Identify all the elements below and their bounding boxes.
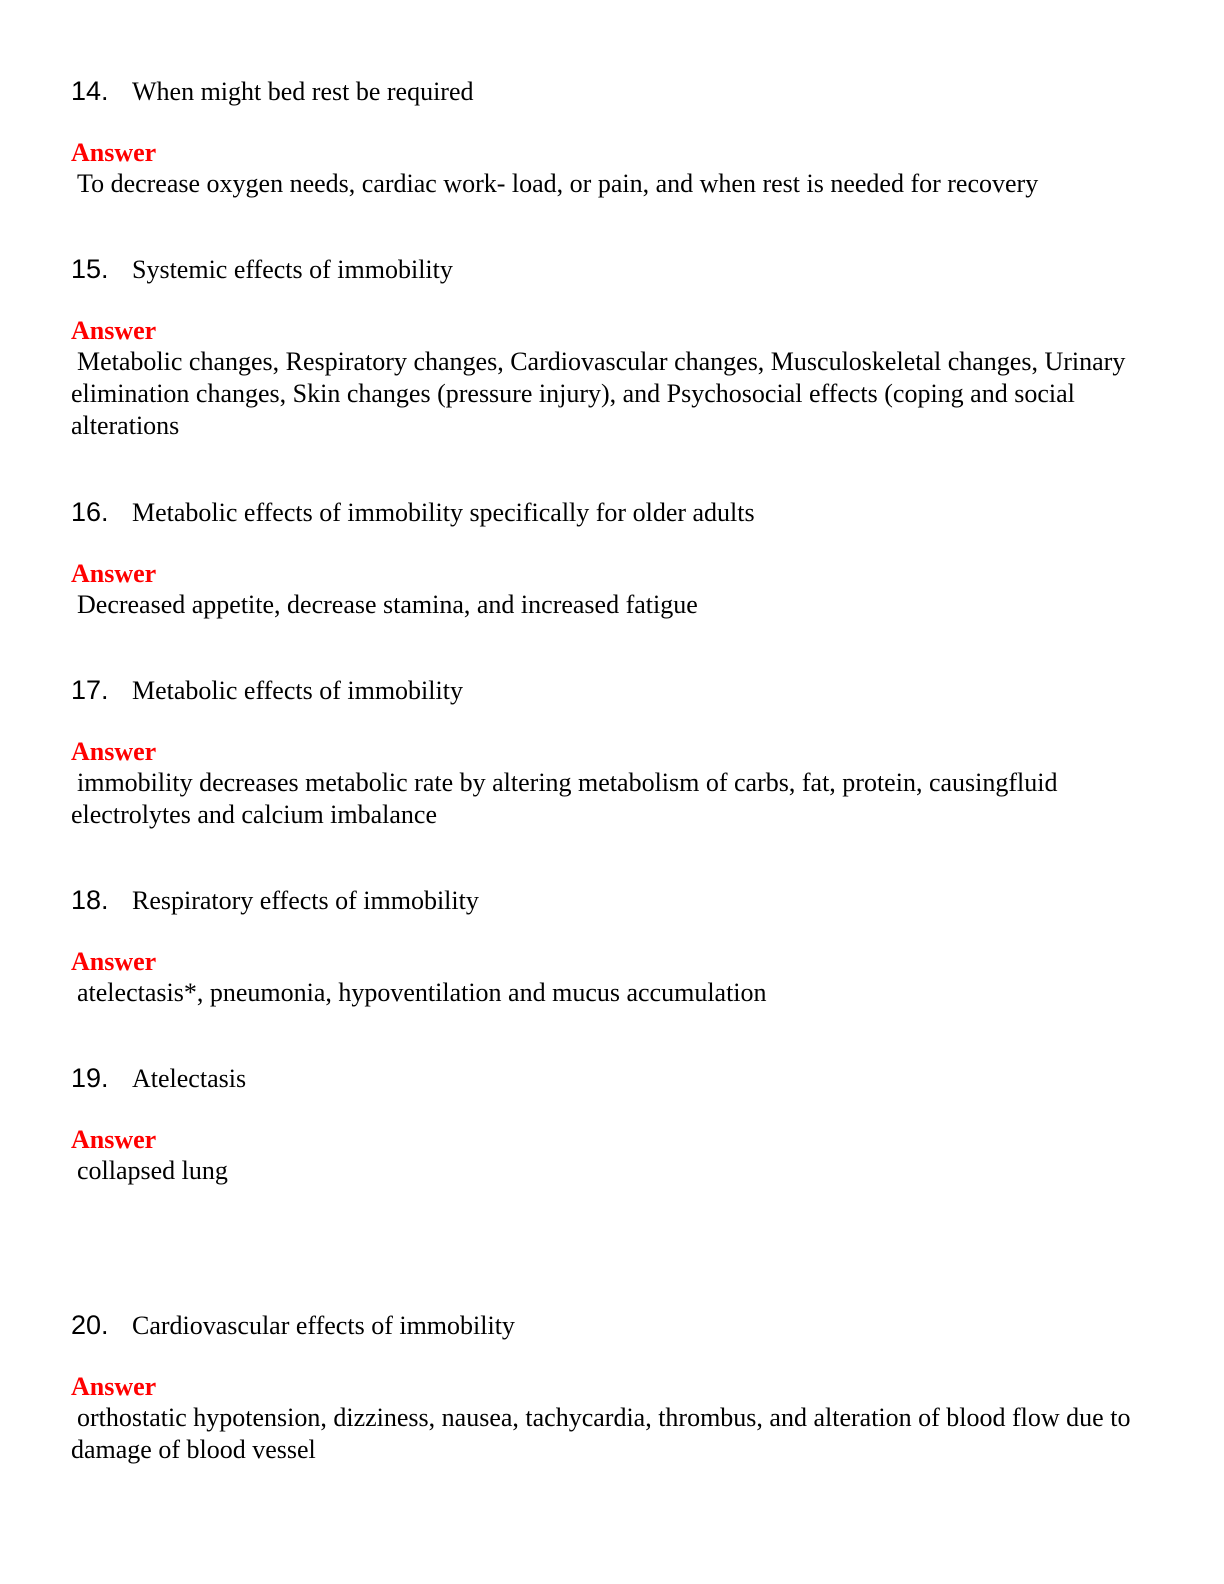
qa-item-17 <box>71 675 1151 831</box>
question-line <box>71 1310 1151 1342</box>
answer-text: Decreased appetite, decrease stamina, and increased fatigue <box>77 590 698 619</box>
question-number: 17. <box>71 675 109 705</box>
answer-text: collapsed lung <box>77 1156 228 1185</box>
answer-label: Answer <box>71 737 157 766</box>
question-number: 15. <box>71 254 109 284</box>
qa-item-16 <box>71 497 1151 621</box>
answer-label: Answer <box>71 947 157 976</box>
question-text: Respiratory effects of immobility <box>132 886 479 915</box>
answer-text: Metabolic changes, Respiratory changes, Cardiovascular changes, Musculoskeletal changes, Urinary elimination changes, Skin changes (pressure injury), and Psychosocial effects (coping and social alterations <box>71 347 1126 440</box>
answer-text: To decrease oxygen needs, cardiac work- load, or pain, and when rest is needed for recovery <box>77 169 1039 198</box>
qa-item-14 <box>71 76 1151 200</box>
answer-label: Answer <box>71 559 157 588</box>
qa-item-18 <box>71 885 1151 1009</box>
question-text: Systemic effects of immobility <box>132 255 453 284</box>
question-number: 18. <box>71 885 109 915</box>
question-number: 20. <box>71 1310 109 1340</box>
question-number: 16. <box>71 497 109 527</box>
qa-item-19 <box>71 1063 1151 1187</box>
answer-text: orthostatic hypotension, dizziness, nausea, tachycardia, thrombus, and alteration of blood flow due to damage of blood vessel <box>71 1403 1131 1464</box>
qa-item-20 <box>71 1310 1151 1466</box>
answer-label: Answer <box>71 1372 157 1401</box>
question-text: Atelectasis <box>132 1064 247 1093</box>
question-text: Cardiovascular effects of immobility <box>132 1311 515 1340</box>
question-line <box>71 76 1151 108</box>
question-number: 19. <box>71 1063 109 1093</box>
question-line <box>71 254 1151 286</box>
answer-label: Answer <box>71 1125 157 1154</box>
question-text: When might bed rest be required <box>132 77 474 106</box>
answer-text: immobility decreases metabolic rate by altering metabolism of carbs, fat, protein, causingfluid electrolytes and calcium imbalance <box>71 768 1058 829</box>
question-number: 14. <box>71 76 109 106</box>
answer-label: Answer <box>71 138 157 167</box>
question-text: Metabolic effects of immobility <box>132 676 463 705</box>
question-line <box>71 885 1151 917</box>
question-line <box>71 497 1151 529</box>
answer-label: Answer <box>71 316 157 345</box>
question-line <box>71 1063 1151 1095</box>
question-line <box>71 675 1151 707</box>
qa-item-15 <box>71 254 1151 442</box>
answer-text: atelectasis*, pneumonia, hypoventilation and mucus accumulation <box>77 978 767 1007</box>
question-text: Metabolic effects of immobility specifically for older adults <box>132 498 755 527</box>
